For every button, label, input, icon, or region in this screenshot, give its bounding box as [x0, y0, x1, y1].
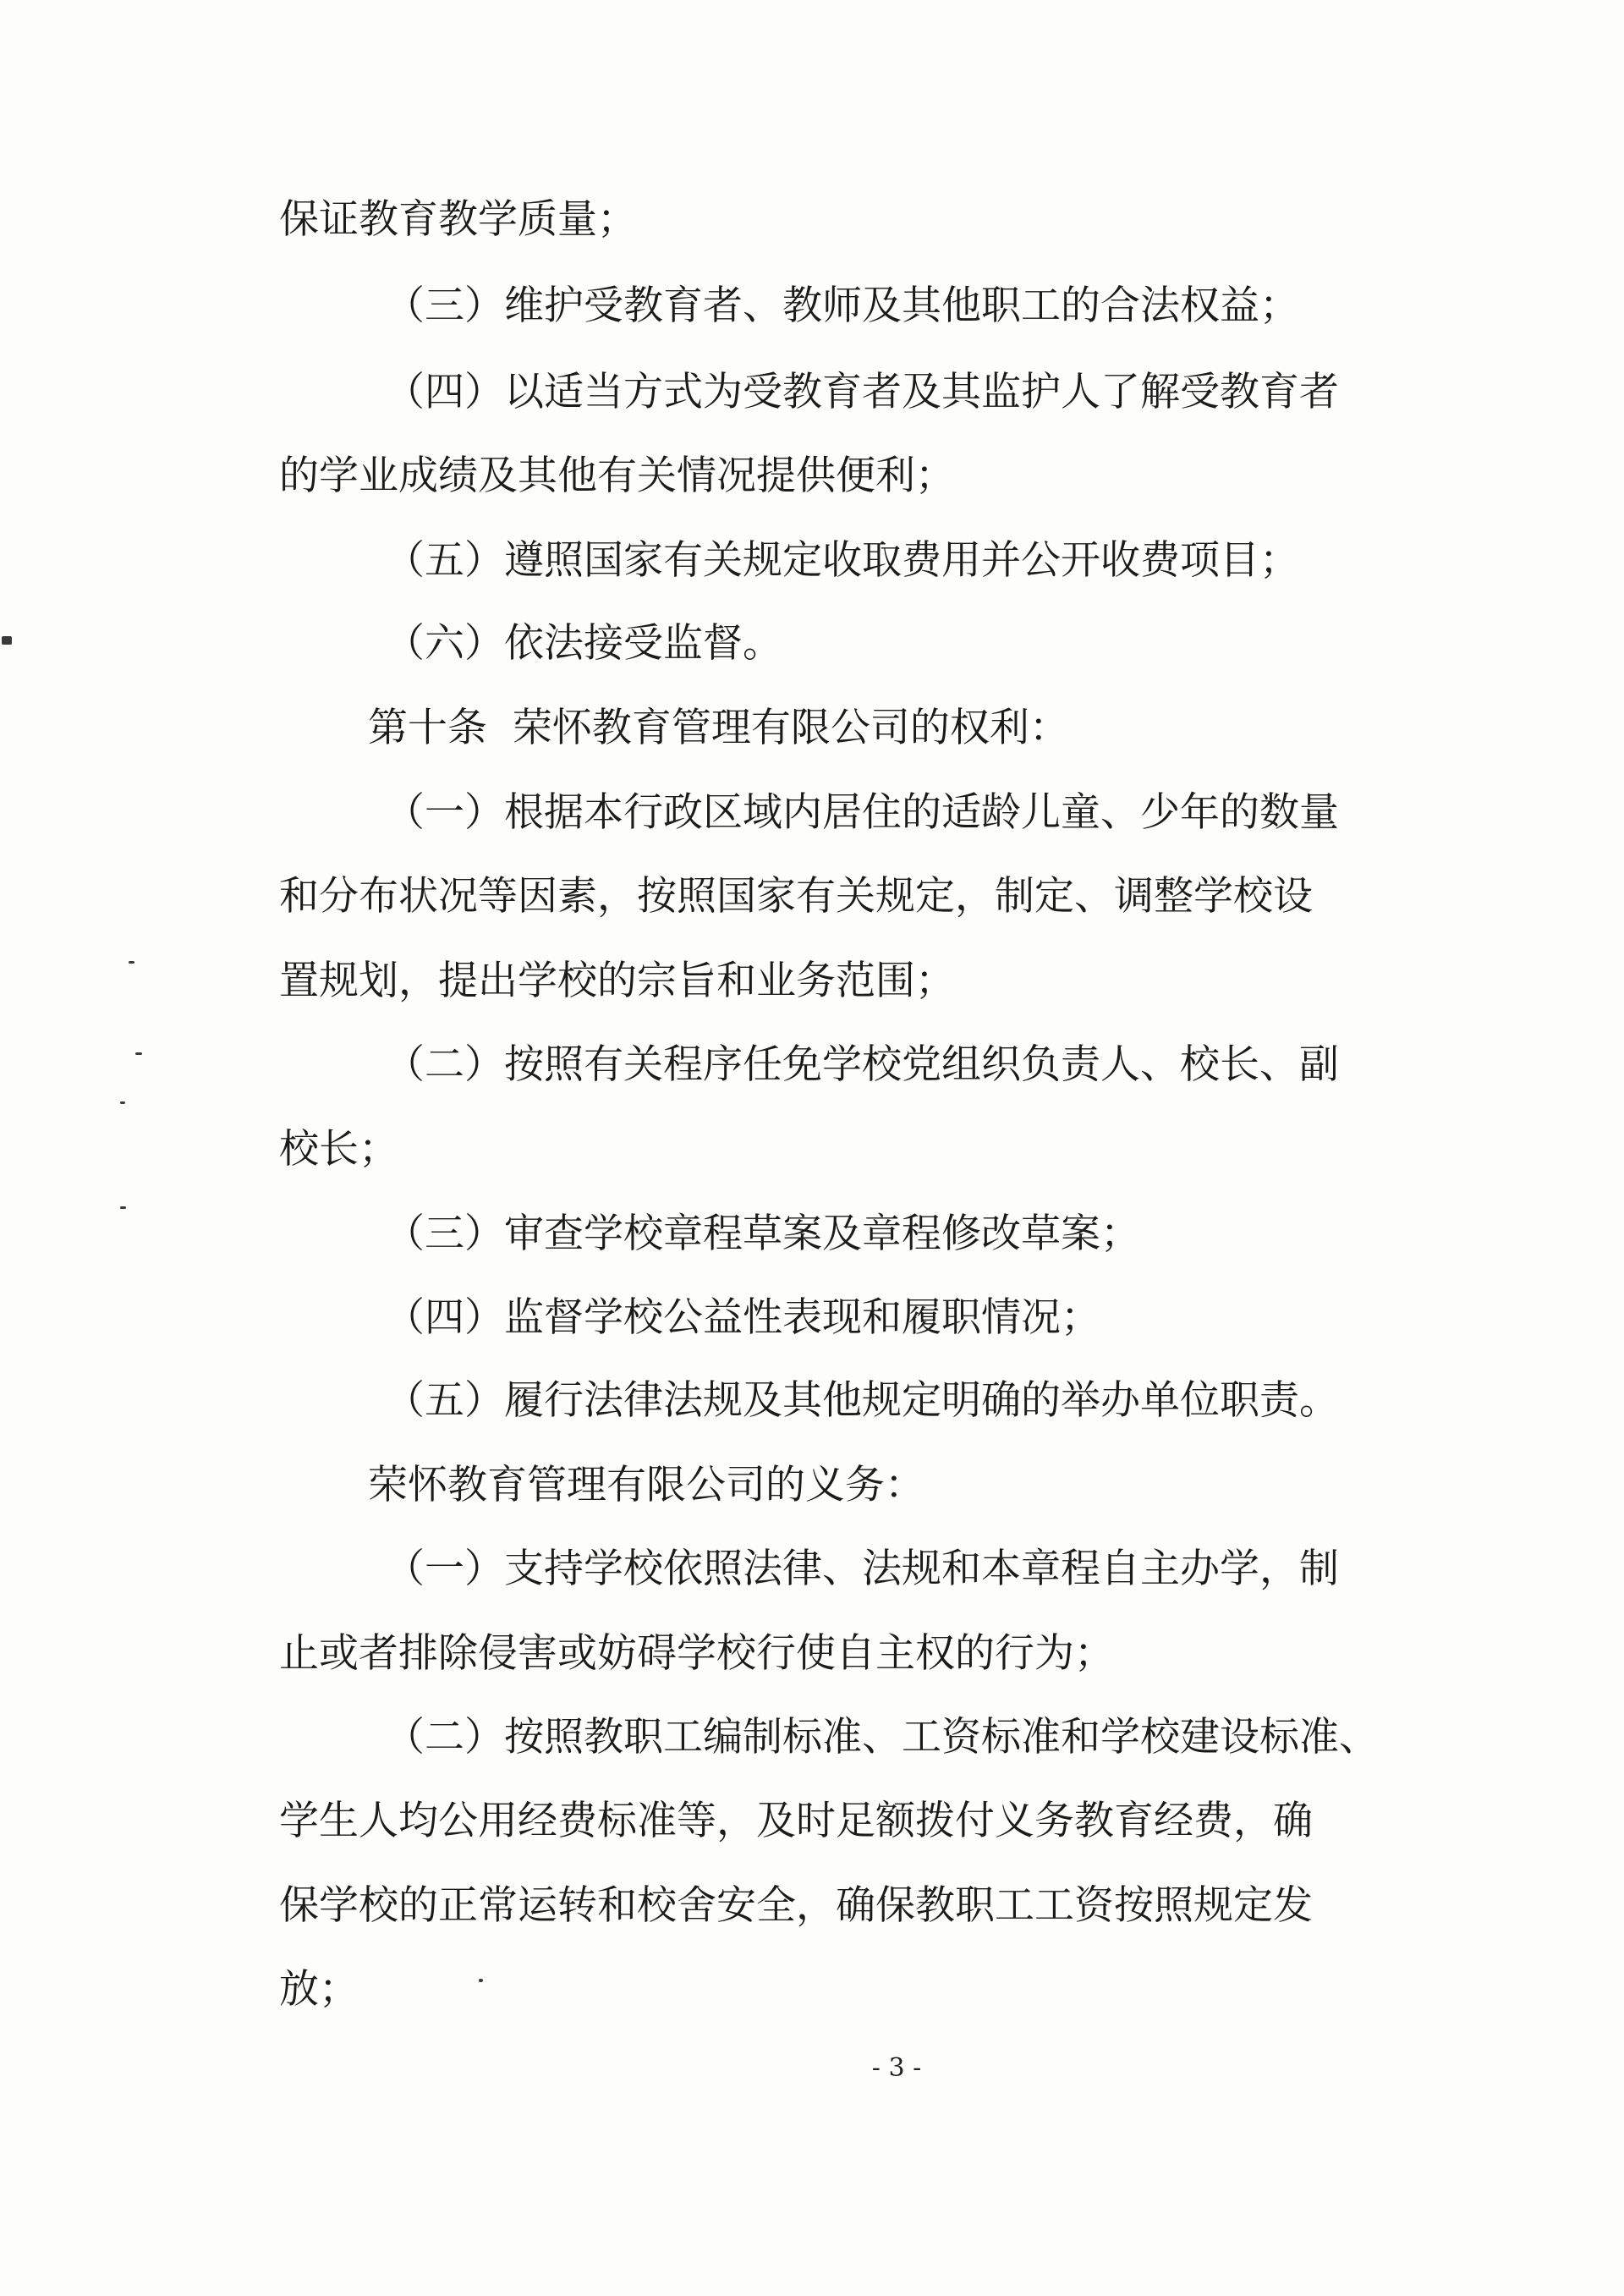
text-line: 的学业成绩及其他有关情况提供便利； — [279, 453, 955, 499]
text-line: 学生人均公用经费标准等，及时足额拨付义务教育经费，确 — [279, 1798, 1313, 1844]
text-line: 放； — [279, 1966, 359, 2013]
text-line: 校长； — [279, 1126, 398, 1173]
article-heading: 第十条 荣怀教育管理有限公司的权利： — [368, 705, 1069, 751]
text-line: （六）依法接受监督。 — [385, 620, 782, 667]
text-line: （三）维护受教育者、教师及其他职工的合法权益； — [385, 283, 1299, 329]
text-line: 荣怀教育管理有限公司的义务： — [368, 1462, 924, 1508]
text-line: （五）遵照国家有关规定收取费用并公开收费项目； — [385, 537, 1299, 584]
text-line: （二）按照教职工编制标准、工资标准和学校建设标准、 — [385, 1714, 1379, 1760]
scan-speck — [479, 1979, 483, 1982]
scan-speck — [135, 1052, 142, 1055]
text-line: （一）支持学校依照法律、法规和本章程自主办学，制 — [385, 1546, 1339, 1592]
text-line: （二）按照有关程序任免学校党组织负责人、校长、副 — [385, 1041, 1339, 1088]
text-line: 保学校的正常运转和校舍安全，确保教职工工资按照规定发 — [279, 1882, 1313, 1929]
text-line: 和分布状况等因素，按照国家有关规定，制定、调整学校设 — [279, 873, 1313, 920]
scan-speck — [120, 1206, 126, 1209]
text-line: 置规划，提出学校的宗旨和业务范围； — [279, 958, 955, 1004]
text-line: （五）履行法律法规及其他规定明确的举办单位职责。 — [385, 1377, 1339, 1424]
scan-speck — [129, 961, 134, 964]
text-line: 保证教育教学质量； — [279, 196, 637, 243]
scan-speck — [2, 636, 12, 645]
text-line: （三）审查学校章程草案及章程修改草案； — [385, 1211, 1140, 1257]
text-line: （四）以适当方式为受教育者及其监护人了解受教育者 — [385, 369, 1339, 415]
scan-speck — [120, 1101, 125, 1104]
text-line: 止或者排除侵害或妨碍学校行使自主权的行为； — [279, 1630, 1114, 1677]
text-line: （一）根据本行政区域内居住的适龄儿童、少年的数量 — [385, 789, 1339, 836]
text-line: （四）监督学校公益性表现和履职情况； — [385, 1294, 1100, 1341]
page-number: - 3 - — [871, 2053, 922, 2083]
